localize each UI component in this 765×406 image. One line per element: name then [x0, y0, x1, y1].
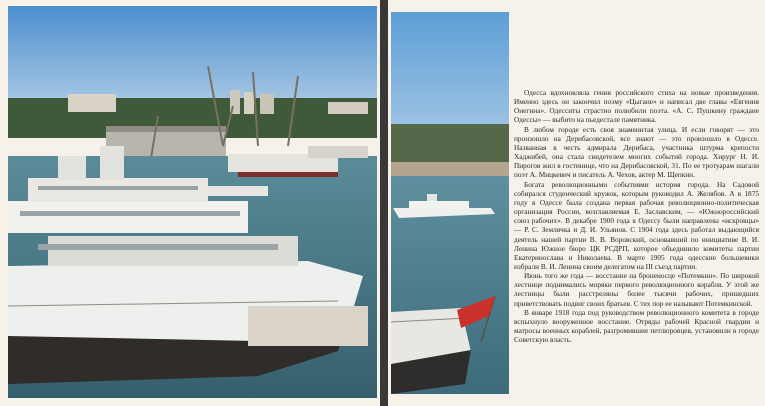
left-page [0, 0, 380, 406]
sky [8, 6, 377, 106]
right-page [388, 0, 765, 406]
harbor-illustration [391, 12, 509, 394]
building [328, 102, 368, 114]
harbor-photo [391, 12, 509, 394]
paragraph: В любом городе есть своя знаменитая улица. И если говорят — это произошло на Дерибасовской, все знают — это произошло в Одессе. Названная в честь адмирала Дерибаса, участника штурма крепости Хаджибей, она стала свидетелем многих событий города. Хирург Н. И. Пирогов жил в гостинице, что на Дерибасовской, 31. По ее тротуарам шагали поэт А. Мицкевич и писатель А. Чехов, актер М. Щепкин. [514, 124, 759, 180]
paragraph: В январе 1918 года под руководством революционного комитета в городе вспыхнуло вооруженное восстание. Отряды рабочей Красной гвардии и матросы военных кораблей, разгромившие петлюровцев, установили в городе Советскую власть. [514, 307, 759, 345]
port-illustration [8, 6, 377, 398]
article-text [514, 88, 759, 344]
tower [244, 92, 254, 114]
port-photo [8, 6, 377, 398]
building [68, 94, 116, 112]
book-gutter [380, 0, 388, 406]
paragraph: Июнь того же года — восстание на броненосце «Потемкин». По широкой лестнице поднимались моряки первого революционного корабля. У этой же лестницы были расстреляны более тысячи рабочих, пришедших приветствовать подвиг своих братьев. С тех пор ее называют Потемкинской. [514, 271, 759, 308]
sky [391, 12, 509, 132]
tower [260, 94, 274, 114]
paragraph: Одесса вдохновляла гения российского стиха на новые произведения. Именно здесь он закончил поэму «Цыгане» и написал две главы «Евгения Онегина». Одесситы страстно полюбили поэта. «А. С. Пушкину граждане Одессы» — выбито на пьедестале памятника. [514, 88, 759, 125]
paragraph: Богата революционными событиями история города. На Садовой собирался студенческий кружок, которым руководил А. Желябов. А в 1875 году в Одессе была создана первая рабочая революционно-политическая организация России, возглавляемая Е. Заславским, — «Южнороссийский союз рабочих». В декабре 1900 года в Одессу были направлены «искровцы» — Р. С. Землячка и Д. И. Ульянов. С 1904 года здесь работал выдающийся деятель нашей партии В. В. Воровский, основавший по инициативе В. И. Ленина Южное бюро ЦК РСДРП, которое объединило комитеты партии Екатеринослава и Николаева. В марте 1905 года одесские большевики избрали В. И. Ленина своим делегатом на III съезд партии. [514, 179, 759, 271]
